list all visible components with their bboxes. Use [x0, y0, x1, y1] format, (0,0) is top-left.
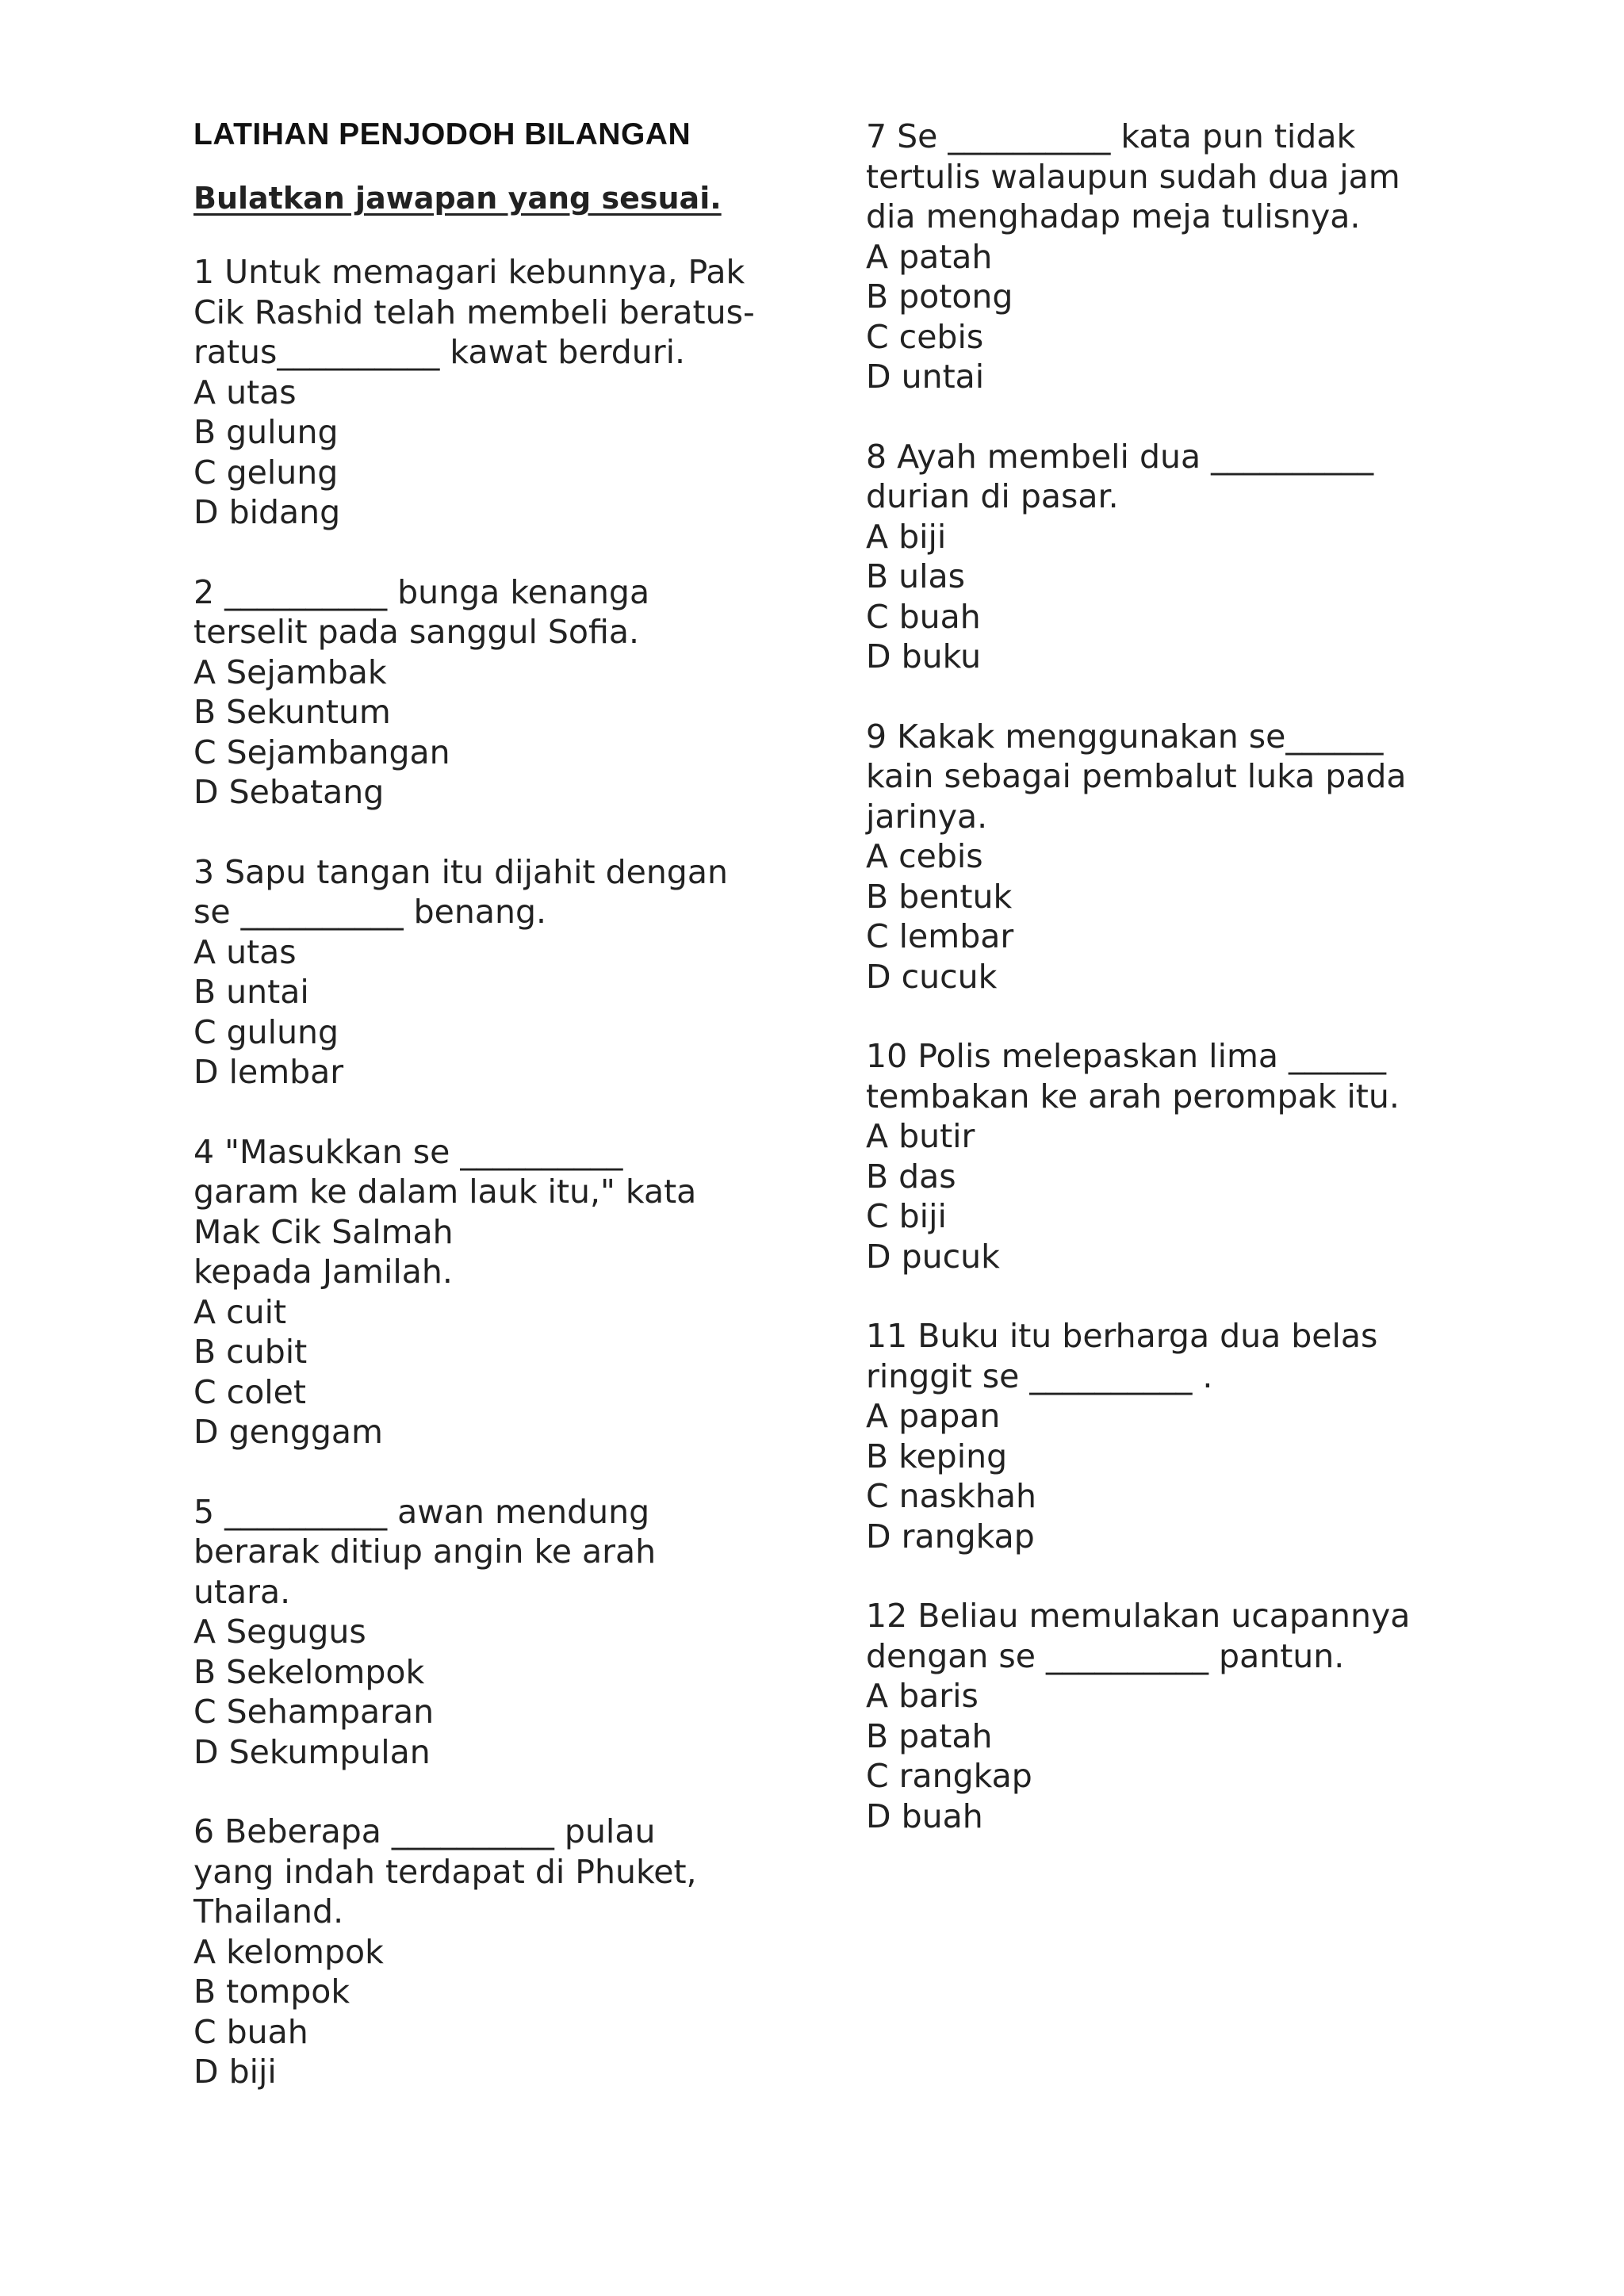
worksheet-title: LATIHAN PENJODOH BILANGAN [193, 117, 691, 151]
question-8 [866, 437, 1469, 677]
question-10 [866, 1036, 1469, 1276]
question-2-option-b[interactable]: B Sekuntum [193, 693, 391, 731]
question-4-stem-line: 4 "Masukkan se __________ [193, 1132, 623, 1171]
question-9-stem-line: jarinya. [866, 797, 988, 836]
question-2-option-c[interactable]: C Sejambangan [193, 733, 450, 771]
question-2-option-a[interactable]: A Sejambak [193, 652, 387, 691]
question-12-stem-line: 12 Beliau memulakan ucapannya [866, 1597, 1411, 1635]
question-3 [193, 852, 796, 1093]
left-question-column [193, 252, 796, 2132]
question-8-stem-line: durian di pasar. [866, 477, 1119, 515]
question-5-stem-line: 5 __________ awan mendung [193, 1492, 650, 1531]
question-9-option-b[interactable]: B bentuk [866, 877, 1013, 916]
question-4-stem-line: kepada Jamilah. [193, 1253, 453, 1291]
question-1-stem-line: Cik Rashid telah membeli beratus- [193, 293, 755, 331]
question-6 [193, 1812, 796, 2092]
question-10-option-b[interactable]: B das [866, 1157, 956, 1196]
question-4-option-b[interactable]: B cubit [193, 1333, 308, 1371]
question-5 [193, 1492, 796, 1773]
question-10-option-c[interactable]: C biji [866, 1197, 947, 1235]
question-1-option-d[interactable]: D bidang [193, 493, 341, 531]
question-12-option-a[interactable]: A baris [866, 1677, 979, 1715]
worksheet-instruction: Bulatkan jawapan yang sesuai. [193, 181, 722, 216]
question-12-option-c[interactable]: C rangkap [866, 1757, 1032, 1795]
question-12-option-d[interactable]: D buah [866, 1797, 983, 1835]
question-1-option-b[interactable]: B gulung [193, 413, 339, 451]
question-6-option-b[interactable]: B tompok [193, 1973, 350, 2011]
question-7-option-a[interactable]: A patah [866, 237, 993, 276]
question-1-option-c[interactable]: C gelung [193, 453, 339, 492]
question-7-option-d[interactable]: D untai [866, 358, 985, 396]
question-10-stem-line: 10 Polis melepaskan lima ______ [866, 1037, 1387, 1075]
question-8-option-a[interactable]: A biji [866, 517, 947, 556]
question-5-stem-line: berarak ditiup angin ke arah [193, 1533, 657, 1571]
question-4-stem-line: Mak Cik Salmah [193, 1212, 454, 1251]
question-11 [866, 1316, 1469, 1556]
question-9-stem-line: 9 Kakak menggunakan se______ [866, 717, 1384, 756]
question-11-stem-line: ringgit se __________ . [866, 1357, 1213, 1395]
question-4-option-a[interactable]: A cuit [193, 1292, 287, 1331]
right-question-column [866, 117, 1469, 1876]
question-1-stem-line: ratus__________ kawat berduri. [193, 333, 686, 371]
question-5-option-b[interactable]: B Sekelompok [193, 1652, 425, 1691]
question-3-option-c[interactable]: C gulung [193, 1012, 339, 1051]
question-5-option-c[interactable]: C Sehamparan [193, 1693, 435, 1731]
question-12-option-b[interactable]: B patah [866, 1716, 993, 1755]
question-5-stem-line: utara. [193, 1572, 291, 1611]
question-8-stem-line: 8 Ayah membeli dua __________ [866, 437, 1374, 476]
question-12 [866, 1596, 1469, 1836]
question-7-stem-line: 7 Se __________ kata pun tidak [866, 117, 1356, 155]
question-7-option-c[interactable]: C cebis [866, 317, 984, 356]
question-6-stem-line: yang indah terdapat di Phuket, [193, 1852, 697, 1891]
question-8-option-c[interactable]: C buah [866, 597, 981, 636]
question-7 [866, 117, 1469, 397]
question-10-option-a[interactable]: A butir [866, 1117, 975, 1155]
question-7-stem-line: dia menghadap meja tulisnya. [866, 197, 1361, 235]
question-11-option-b[interactable]: B keping [866, 1437, 1008, 1475]
question-12-stem-line: dengan se __________ pantun. [866, 1636, 1345, 1675]
question-10-stem-line: tembakan ke arah perompak itu. [866, 1077, 1400, 1115]
question-11-option-c[interactable]: C naskhah [866, 1477, 1036, 1515]
question-3-option-b[interactable]: B untai [193, 973, 309, 1011]
question-9-option-c[interactable]: C lembar [866, 917, 1014, 955]
question-5-option-a[interactable]: A Segugus [193, 1613, 366, 1651]
question-4-option-d[interactable]: D genggam [193, 1413, 383, 1451]
question-11-option-d[interactable]: D rangkap [866, 1517, 1035, 1556]
question-11-stem-line: 11 Buku itu berharga dua belas [866, 1317, 1378, 1355]
question-1 [193, 252, 796, 533]
question-8-option-d[interactable]: D buku [866, 637, 982, 675]
question-4 [193, 1132, 796, 1452]
question-9-option-d[interactable]: D cucuk [866, 957, 998, 996]
question-3-stem-line: 3 Sapu tangan itu dijahit dengan [193, 852, 728, 891]
question-6-option-d[interactable]: D biji [193, 2053, 277, 2091]
question-2 [193, 572, 796, 813]
question-7-option-b[interactable]: B potong [866, 277, 1013, 316]
question-6-stem-line: Thailand. [193, 1892, 344, 1931]
question-3-option-d[interactable]: D lembar [193, 1053, 344, 1091]
question-5-option-d[interactable]: D Sekumpulan [193, 1732, 431, 1771]
question-4-option-c[interactable]: C colet [193, 1372, 306, 1411]
question-6-option-a[interactable]: A kelompok [193, 1932, 384, 1971]
question-9 [866, 717, 1469, 997]
question-10-option-d[interactable]: D pucuk [866, 1237, 1000, 1276]
question-4-stem-line: garam ke dalam lauk itu," kata [193, 1173, 697, 1211]
question-6-option-c[interactable]: C buah [193, 2012, 308, 2051]
question-3-option-a[interactable]: A utas [193, 932, 297, 971]
question-1-option-a[interactable]: A utas [193, 373, 297, 411]
question-9-option-a[interactable]: A cebis [866, 837, 983, 875]
question-2-stem-line: 2 __________ bunga kenanga [193, 572, 650, 611]
question-3-stem-line: se __________ benang. [193, 893, 547, 931]
question-2-stem-line: terselit pada sanggul Sofia. [193, 613, 639, 651]
question-2-option-d[interactable]: D Sebatang [193, 773, 385, 811]
question-9-stem-line: kain sebagai pembalut luka pada [866, 757, 1407, 795]
question-11-option-a[interactable]: A papan [866, 1397, 1001, 1435]
question-7-stem-line: tertulis walaupun sudah dua jam [866, 157, 1400, 196]
question-1-stem-line: 1 Untuk memagari kebunnya, Pak [193, 253, 745, 291]
question-6-stem-line: 6 Beberapa __________ pulau [193, 1812, 656, 1850]
question-8-option-b[interactable]: B ulas [866, 557, 966, 595]
